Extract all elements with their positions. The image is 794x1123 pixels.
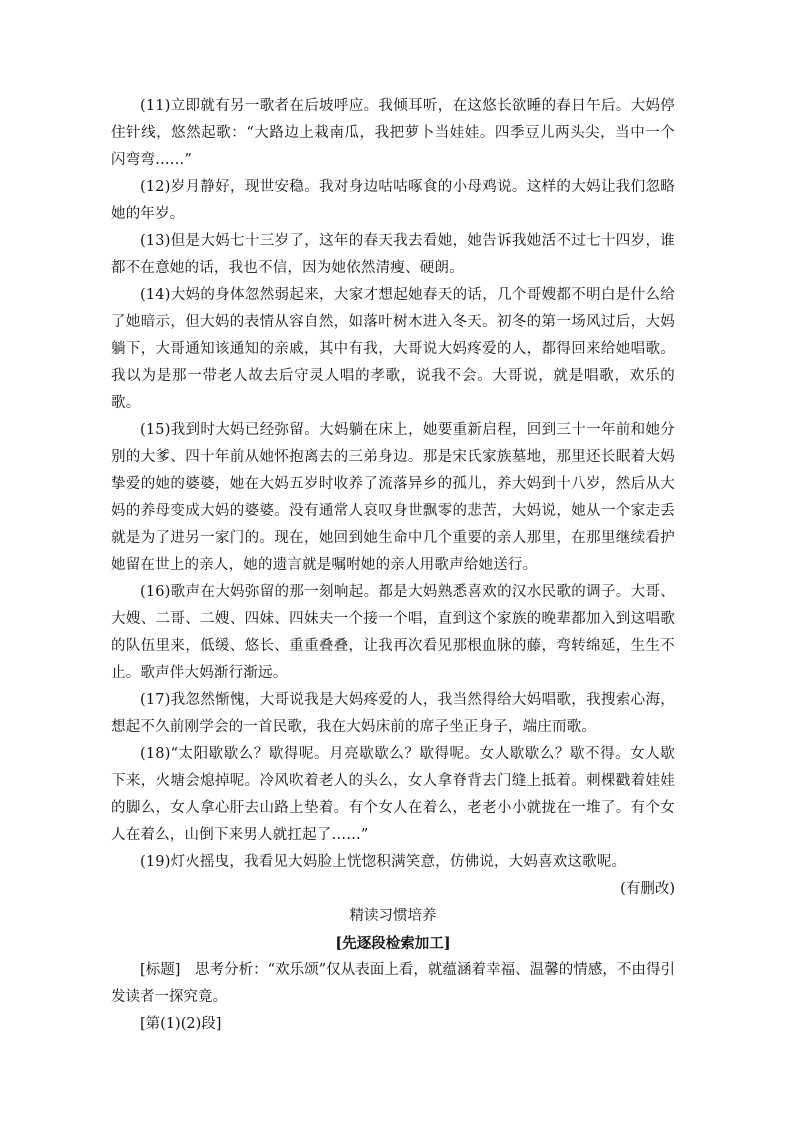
paragraph-12: (12)岁月静好，现世安稳。我对身边咕咕啄食的小母鸡说。这样的大妈让我们忽略她的年岁。: [111, 179, 675, 222]
paragraph-14: (14)大妈的身体忽然弱起来，大家才想起她春天的话，几个哥嫂都不明白是什么给了她暗示，但大妈的表情从容自然，如落叶树木进入冬天。初冬的第一场风过后，大妈躺下，大哥通知该通知的亲戚，其中有我，大哥说大妈疼爱的人，都得回来给她唱歌。我以为是那一带老人故去后守灵人唱的孝歌，说我不会。大哥说，就是唱歌，欢乐的歌。: [111, 287, 675, 411]
paragraph-17: (17)我忽然惭愧，大哥说我是大妈疼爱的人，我当然得给大妈唱歌，我搜索心海，想起不久前刚学会的一首民歌，我在大妈床前的席子坐正身子，端庄而歌。: [111, 692, 675, 735]
paragraph-16: (16)歌声在大妈弥留的那一刻响起。都是大妈熟悉喜欢的汉水民歌的调子。大哥、大嫂、二哥、二嫂、四妹、四妹夫一个接一个唱，直到这个家族的晚辈都加入到这唱歌的队伍里来，低缓、悠长、重重叠叠，让我再次看见那根血脉的藤，弯转绵延，生生不止。歌声伴大妈渐行渐远。: [111, 584, 675, 681]
paragraph-18: (18)“太阳歇歇么？歇得呢。月亮歇歇么？歇得呢。女人歇歇么？歇不得。女人歇下来，火塘会熄掉呢。冷风吹着老人的头么，女人拿脊背去门缝上抵着。刺棵戳着娃娃的脚么，女人拿心肝去山路上垫着。有个女人在着么，老老小小就拢在一堆了。有个女人在着么，山倒下来男人就扛起了……”: [111, 746, 675, 843]
paragraph-19: (19)灯火摇曳，我看见大妈脸上恍惚积满笑意，仿佛说，大妈喜欢这歌呢。: [140, 854, 627, 870]
paragraph-11: (11)立即就有另一歌者在后坡呼应。我倾耳听，在这悠长欲睡的春日午后。大妈停住针线，悠然起歌：“大路边上栽南瓜，我把萝卜当娃娃。四季豆儿两头尖，当中一个闪弯弯……”: [111, 98, 675, 168]
paragraph-13: (13)但是大妈七十三岁了，这年的春天我去看她，她告诉我她活不过七十四岁，谁都不在意她的话，我也不信，因为她依然清瘦、硬朗。: [111, 233, 675, 276]
source-note: (有删改): [620, 881, 675, 897]
title-analysis: [标题] 思考分析：“欢乐颂”仅从表面上看，就蕴涵着幸福、温馨的情感，不由得引发读者一探究竟。: [111, 962, 675, 1005]
section-title: 精读习惯培养: [349, 908, 437, 924]
section-subtitle: [先逐段检索加工]: [335, 935, 451, 952]
paragraph-reference: [第(1)(2)段]: [140, 1016, 222, 1032]
document-page: [111, 93, 675, 1038]
paragraph-15: (15)我到时大妈已经弥留。大妈躺在床上，她要重新启程，回到三十一年前和她分别的大爹、四十年前从她怀抱离去的三弟身边。那是宋氏家族墓地，那里还长眠着大妈挚爱的她的婆婆，她在大妈五岁时收养了流落异乡的孤儿，养大妈到十八岁，然后从大妈的养母变成大妈的婆婆。没有通常人哀叹身世飘零的悲苦，大妈说，她从一个家走丢就是为了进另一家门的。现在，她回到她生命中几个重要的亲人那里，在那里继续看护她留在世上的亲人，她的遗言就是嘱咐她的亲人用歌声给她送行。: [111, 422, 675, 573]
